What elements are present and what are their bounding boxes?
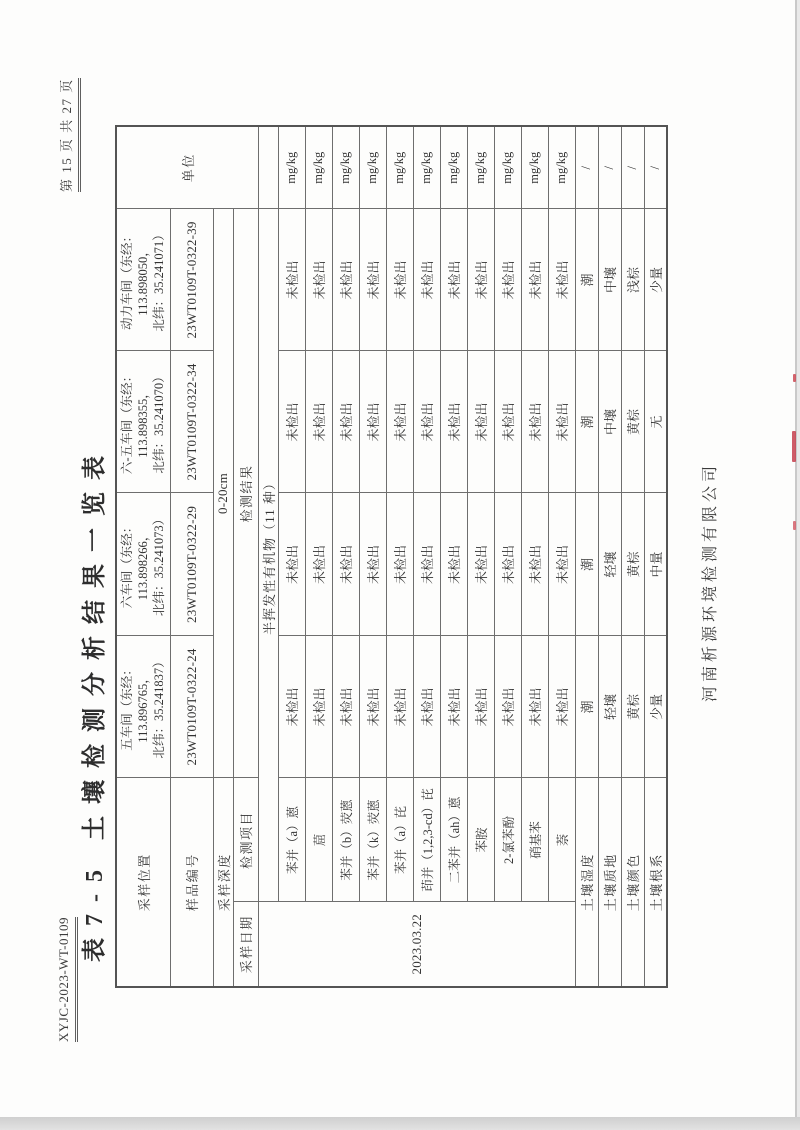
cell-unit: mg/kg — [413, 126, 440, 209]
table-row-analyte — [278, 126, 305, 987]
table-row-analyte — [305, 126, 332, 987]
red-stamp-mark — [793, 374, 796, 382]
cell-unit: / — [575, 126, 598, 209]
cell-unit: mg/kg — [332, 126, 359, 209]
cell-soil-value: 无 — [644, 351, 667, 493]
location-line: 北纬：35.241070） — [152, 370, 167, 474]
cell-result: 未检出 — [305, 209, 332, 351]
cell-analyte-name: 苯并（a）芘 — [386, 778, 413, 902]
cell-result: 未检出 — [494, 493, 521, 636]
location-line: 六车间（东经： — [120, 520, 135, 609]
cell-soil-value: 黄棕 — [621, 351, 644, 493]
cell-soil-value: 少量 — [644, 209, 667, 351]
table-row-location — [116, 126, 170, 987]
cell-sample-no-1: 23WT0109T-0322-24 — [170, 636, 213, 778]
table-row-analyte — [521, 126, 548, 987]
cell-location-4 — [116, 209, 170, 351]
row-label-sample-no: 样品编号 — [170, 778, 213, 987]
cell-result: 未检出 — [548, 636, 575, 778]
cell-analyte-name: 䓛 — [305, 778, 332, 902]
location-line: 北纬：35.241073） — [152, 512, 167, 617]
table-row-analyte — [548, 126, 575, 987]
table-row-analyte — [332, 126, 359, 987]
cell-sample-no-2: 23WT0109T-0322-29 — [170, 493, 213, 636]
cell-result: 未检出 — [278, 493, 305, 636]
location-line: 113.896765， — [136, 671, 151, 743]
cell-result: 未检出 — [332, 636, 359, 778]
table-row-depth — [213, 126, 233, 987]
cell-unit: mg/kg — [278, 126, 305, 209]
cell-result: 未检出 — [278, 209, 305, 351]
row-label-depth: 采样深度 — [213, 778, 233, 987]
cell-analyte-name: 苯并（a）蒽 — [278, 778, 305, 902]
cell-result: 未检出 — [440, 493, 467, 636]
page-title: 表7-5 土壤检测分析结果一览表 — [82, 444, 108, 962]
table-row-soil — [598, 126, 621, 987]
red-stamp-mark — [792, 431, 796, 462]
table-row-soil — [644, 126, 667, 987]
row-label-soil-roots: 土壤根系 — [644, 778, 667, 987]
location-line: 113.898266， — [136, 528, 151, 601]
cell-result: 未检出 — [521, 351, 548, 493]
cell-result: 未检出 — [305, 636, 332, 778]
page-edge-right — [795, 0, 797, 1130]
cell-soil-value: 潮 — [575, 209, 598, 351]
cell-unit: mg/kg — [359, 126, 386, 209]
red-stamp-mark — [793, 521, 796, 530]
cell-unit: mg/kg — [305, 126, 332, 209]
cell-analyte-name: 苯并（b）荧蒽 — [332, 778, 359, 902]
cell-soil-value: 中量 — [644, 493, 667, 636]
table-row-analyte — [440, 126, 467, 987]
cell-soil-value: 中壤 — [598, 209, 621, 351]
table-row-soil — [575, 126, 598, 987]
cell-result: 未检出 — [305, 493, 332, 636]
location-line: 113.898050， — [136, 244, 151, 316]
cell-result: 未检出 — [521, 636, 548, 778]
cell-soil-value: 潮 — [575, 636, 598, 778]
cell-result: 未检出 — [386, 636, 413, 778]
cell-unit: mg/kg — [440, 126, 467, 209]
cell-unit: mg/kg — [548, 126, 575, 209]
cell-result: 未检出 — [413, 493, 440, 636]
cell-result: 未检出 — [278, 351, 305, 493]
cell-result: 未检出 — [494, 636, 521, 778]
cell-soil-value: 潮 — [575, 493, 598, 636]
cell-result: 未检出 — [521, 209, 548, 351]
cell-result: 未检出 — [278, 636, 305, 778]
cell-result: 未检出 — [521, 493, 548, 636]
cell-unit: mg/kg — [386, 126, 413, 209]
cell-result: 未检出 — [359, 209, 386, 351]
row-label-soil-color: 土壤颜色 — [621, 778, 644, 987]
table-row-section — [258, 126, 278, 987]
cell-location-3 — [116, 351, 170, 493]
row-label-date: 采样日期 — [233, 902, 258, 987]
cell-sample-no-3: 23WT0109T-0322-34 — [170, 351, 213, 493]
table-row-analyte — [359, 126, 386, 987]
cell-result: 未检出 — [359, 636, 386, 778]
cell-result: 未检出 — [386, 493, 413, 636]
cell-result: 未检出 — [548, 493, 575, 636]
table-row-analyte — [386, 126, 413, 987]
cell-location-1 — [116, 636, 170, 778]
cell-unit: / — [621, 126, 644, 209]
cell-analyte-name: 茚并（1,2,3-cd）芘 — [413, 778, 440, 902]
cell-soil-value: 轻壤 — [598, 636, 621, 778]
location-line: 北纬：35.241837） — [152, 655, 167, 759]
cell-analyte-name: 硝基苯 — [521, 778, 548, 902]
results-table — [115, 125, 668, 988]
cell-analyte-name: 2-氯苯酚 — [494, 778, 521, 902]
cell-soil-value: 潮 — [575, 351, 598, 493]
cell-result: 未检出 — [305, 351, 332, 493]
cell-result: 未检出 — [548, 351, 575, 493]
company-footer: 河南析源环境检测有限公司 — [702, 461, 719, 702]
cell-unit: mg/kg — [467, 126, 494, 209]
table-row-headers — [233, 126, 258, 987]
cell-soil-value: 黄棕 — [621, 493, 644, 636]
cell-result: 未检出 — [413, 351, 440, 493]
cell-soil-value: 中壤 — [598, 351, 621, 493]
page-edge-bottom — [0, 1117, 800, 1130]
section-header-svoc: 半挥发性有机物（11 种） — [258, 209, 278, 902]
cell-sample-no-4: 23WT0109T-0322-39 — [170, 209, 213, 351]
cell-result: 未检出 — [440, 636, 467, 778]
cell-result: 未检出 — [386, 209, 413, 351]
cell-location-2 — [116, 493, 170, 636]
cell-soil-value: 浅棕 — [621, 209, 644, 351]
location-line: 动力车间（东经： — [120, 229, 135, 330]
cell-result: 未检出 — [494, 351, 521, 493]
location-line: 113.898355， — [136, 386, 151, 458]
cell-depth-value: 0-20cm — [213, 209, 233, 778]
cell-result: 未检出 — [332, 493, 359, 636]
cell-result: 未检出 — [548, 209, 575, 351]
cell-result: 未检出 — [467, 351, 494, 493]
cell-result: 未检出 — [440, 209, 467, 351]
cell-unit: mg/kg — [494, 126, 521, 209]
cell-analyte-name: 苯胺 — [467, 778, 494, 902]
cell-result: 未检出 — [359, 493, 386, 636]
col-header-result: 检测结果 — [233, 209, 258, 778]
cell-result: 未检出 — [332, 209, 359, 351]
cell-analyte-name: 萘 — [548, 778, 575, 902]
cell-result: 未检出 — [413, 209, 440, 351]
table-row-analyte — [413, 126, 440, 987]
cell-date-value: 2023.03.22 — [258, 902, 575, 987]
location-line: 六-五车间（东经： — [120, 369, 135, 475]
cell-unit: mg/kg — [521, 126, 548, 209]
cell-soil-value: 轻壤 — [598, 493, 621, 636]
cell-analyte-name: 二苯并（ah）蒽 — [440, 778, 467, 902]
cell-result: 未检出 — [467, 209, 494, 351]
location-line: 北纬：35.241071） — [152, 228, 167, 332]
table-row-sample-no — [170, 126, 213, 987]
cell-result: 未检出 — [467, 493, 494, 636]
cell-soil-value: 黄棕 — [621, 636, 644, 778]
cell-result: 未检出 — [440, 351, 467, 493]
table-row-analyte — [467, 126, 494, 987]
location-line: 五车间（东经： — [120, 663, 135, 751]
table-row-analyte — [494, 126, 521, 987]
cell-result: 未检出 — [359, 351, 386, 493]
cell-result: 未检出 — [494, 209, 521, 351]
col-header-unit: 单位 — [116, 126, 258, 209]
cell-result: 未检出 — [386, 351, 413, 493]
row-label-soil-moisture: 土壤湿度 — [575, 778, 598, 987]
col-header-item: 检测项目 — [233, 778, 258, 902]
cell-result: 未检出 — [332, 351, 359, 493]
table-row-soil — [621, 126, 644, 987]
row-label-location: 采样位置 — [116, 778, 170, 987]
page-indicator: 第 15 页 共 27 页 — [56, 78, 81, 192]
cell-unit: / — [644, 126, 667, 209]
cell-analyte-name: 苯并（k）荧蒽 — [359, 778, 386, 902]
doc-code: XYJC-2023-WT-0109 — [56, 917, 78, 1042]
cell-result: 未检出 — [413, 636, 440, 778]
cell-empty-unit — [258, 126, 278, 209]
row-label-soil-texture: 土壤质地 — [598, 778, 621, 987]
cell-result: 未检出 — [467, 636, 494, 778]
cell-soil-value: 少量 — [644, 636, 667, 778]
cell-unit: / — [598, 126, 621, 209]
